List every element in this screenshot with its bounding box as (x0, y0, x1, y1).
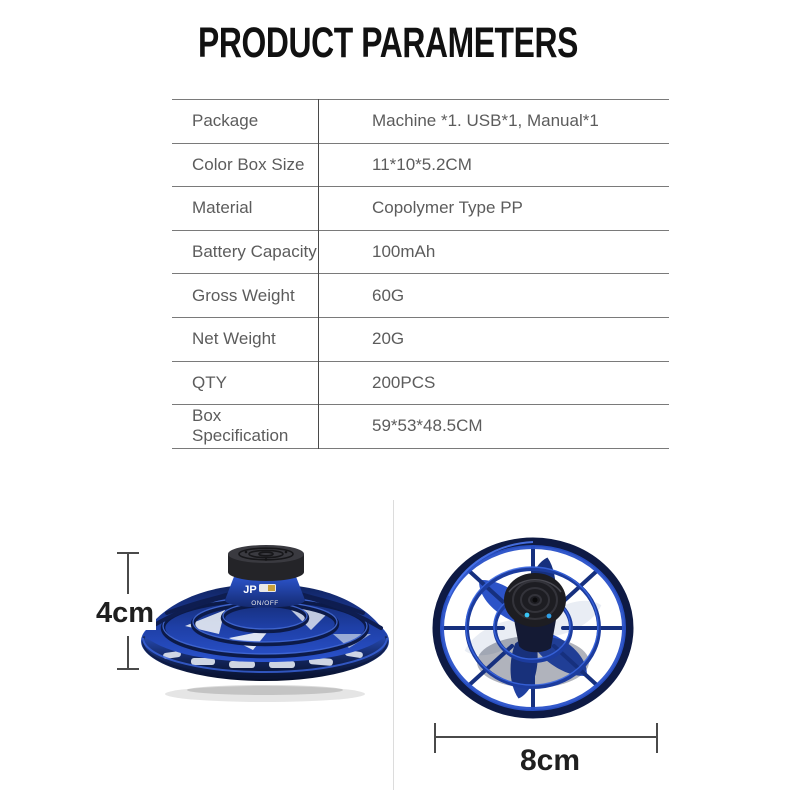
table-row (172, 100, 669, 144)
spec-value: 200PCS (372, 372, 436, 392)
spec-label: Package (192, 111, 259, 131)
spec-value: 11*10*5.2CM (372, 154, 472, 174)
table-row (172, 362, 669, 406)
dimension-label-width: 8cm (520, 744, 581, 777)
dimension-label-height: 4cm (96, 597, 155, 629)
page-title: PRODUCT PARAMETERS (198, 19, 578, 67)
spec-label: Battery Capacity (192, 242, 317, 262)
spec-value: Machine *1. USB*1, Manual*1 (372, 111, 599, 131)
table-row (172, 231, 669, 275)
spec-table (172, 99, 669, 449)
spec-label: Gross Weight (192, 285, 295, 305)
spec-value: 60G (372, 285, 405, 305)
spec-value: Copolymer Type PP (372, 198, 523, 218)
spec-label: Net Weight (192, 329, 276, 349)
ground-shadow (165, 685, 365, 702)
led-indicator (547, 614, 552, 619)
table-column-divider (318, 99, 319, 449)
spec-value: 100mAh (372, 242, 436, 262)
spec-label: Material (192, 198, 253, 218)
hub-cap (228, 545, 304, 581)
spec-value: 59*53*48.5CM (372, 416, 483, 436)
table-row (172, 144, 669, 188)
side-view-photo (133, 538, 397, 708)
table-row (172, 405, 669, 449)
spec-value: 20G (372, 329, 405, 349)
table-row (172, 318, 669, 362)
switch-label: ON/OFF (251, 600, 279, 607)
spec-label: Color Box Size (192, 154, 305, 174)
spec-label: Box Specification (192, 406, 289, 446)
spec-label: QTY (192, 372, 227, 392)
table-row (172, 274, 669, 318)
top-view-photo (431, 536, 635, 722)
hub-brand-text: JP (243, 584, 257, 596)
led-indicator (525, 613, 530, 618)
power-switch (259, 584, 276, 592)
table-row (172, 187, 669, 231)
